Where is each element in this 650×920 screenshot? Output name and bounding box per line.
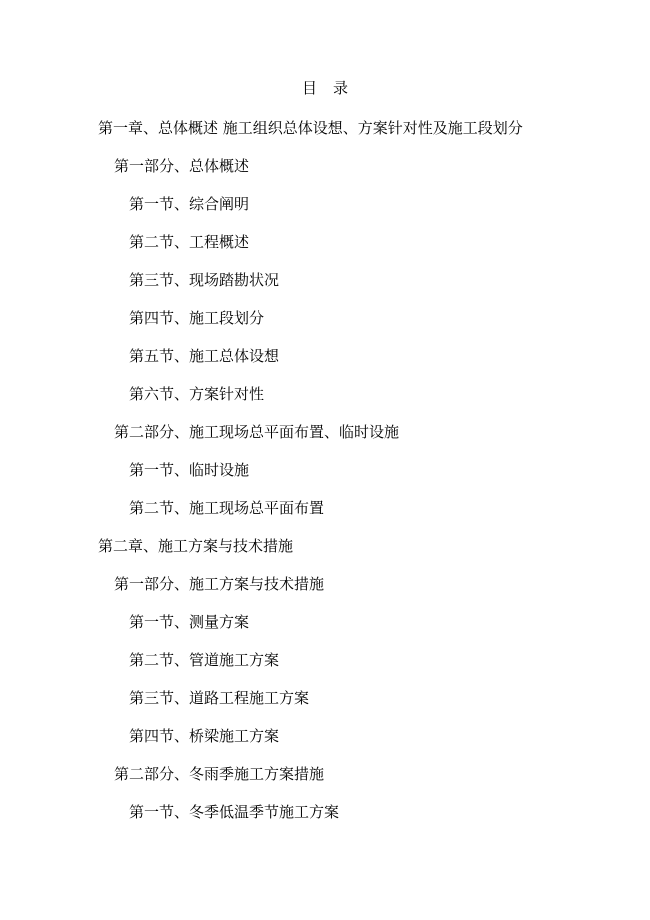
toc-entry-chapter[interactable]: 第二章、施工方案与技术措施 [98,537,294,555]
toc-entry-section[interactable]: 第二节、工程概述 [129,233,250,251]
toc-entry-chapter[interactable]: 第一章、总体概述 施工组织总体设想、方案针对性及施工段划分 [98,119,523,137]
toc-entry-section[interactable]: 第二节、施工现场总平面布置 [129,499,325,517]
toc-entry-section[interactable]: 第五节、施工总体设想 [129,347,280,365]
toc-entry-section[interactable]: 第一节、测量方案 [129,613,250,631]
toc-entry-section[interactable]: 第一节、综合阐明 [129,195,250,213]
toc-entry-section[interactable]: 第一节、临时设施 [129,461,250,479]
toc-entry-section[interactable]: 第六节、方案针对性 [129,385,265,403]
toc-title: 目录 [301,79,364,97]
toc-entry-section[interactable]: 第一节、冬季低温季节施工方案 [129,803,340,821]
toc-entry-part[interactable]: 第一部分、施工方案与技术措施 [114,575,325,593]
toc-entry-part[interactable]: 第二部分、施工现场总平面布置、临时设施 [114,423,400,441]
toc-entry-section[interactable]: 第三节、现场踏勘状况 [129,271,280,289]
toc-entry-section[interactable]: 第四节、施工段划分 [129,309,265,327]
toc-entry-part[interactable]: 第一部分、总体概述 [114,157,250,175]
toc-entry-part[interactable]: 第二部分、冬雨季施工方案措施 [114,765,325,783]
toc-entry-section[interactable]: 第三节、道路工程施工方案 [129,689,310,707]
toc-entry-section[interactable]: 第二节、管道施工方案 [129,651,280,669]
toc-entry-section[interactable]: 第四节、桥梁施工方案 [129,727,280,745]
